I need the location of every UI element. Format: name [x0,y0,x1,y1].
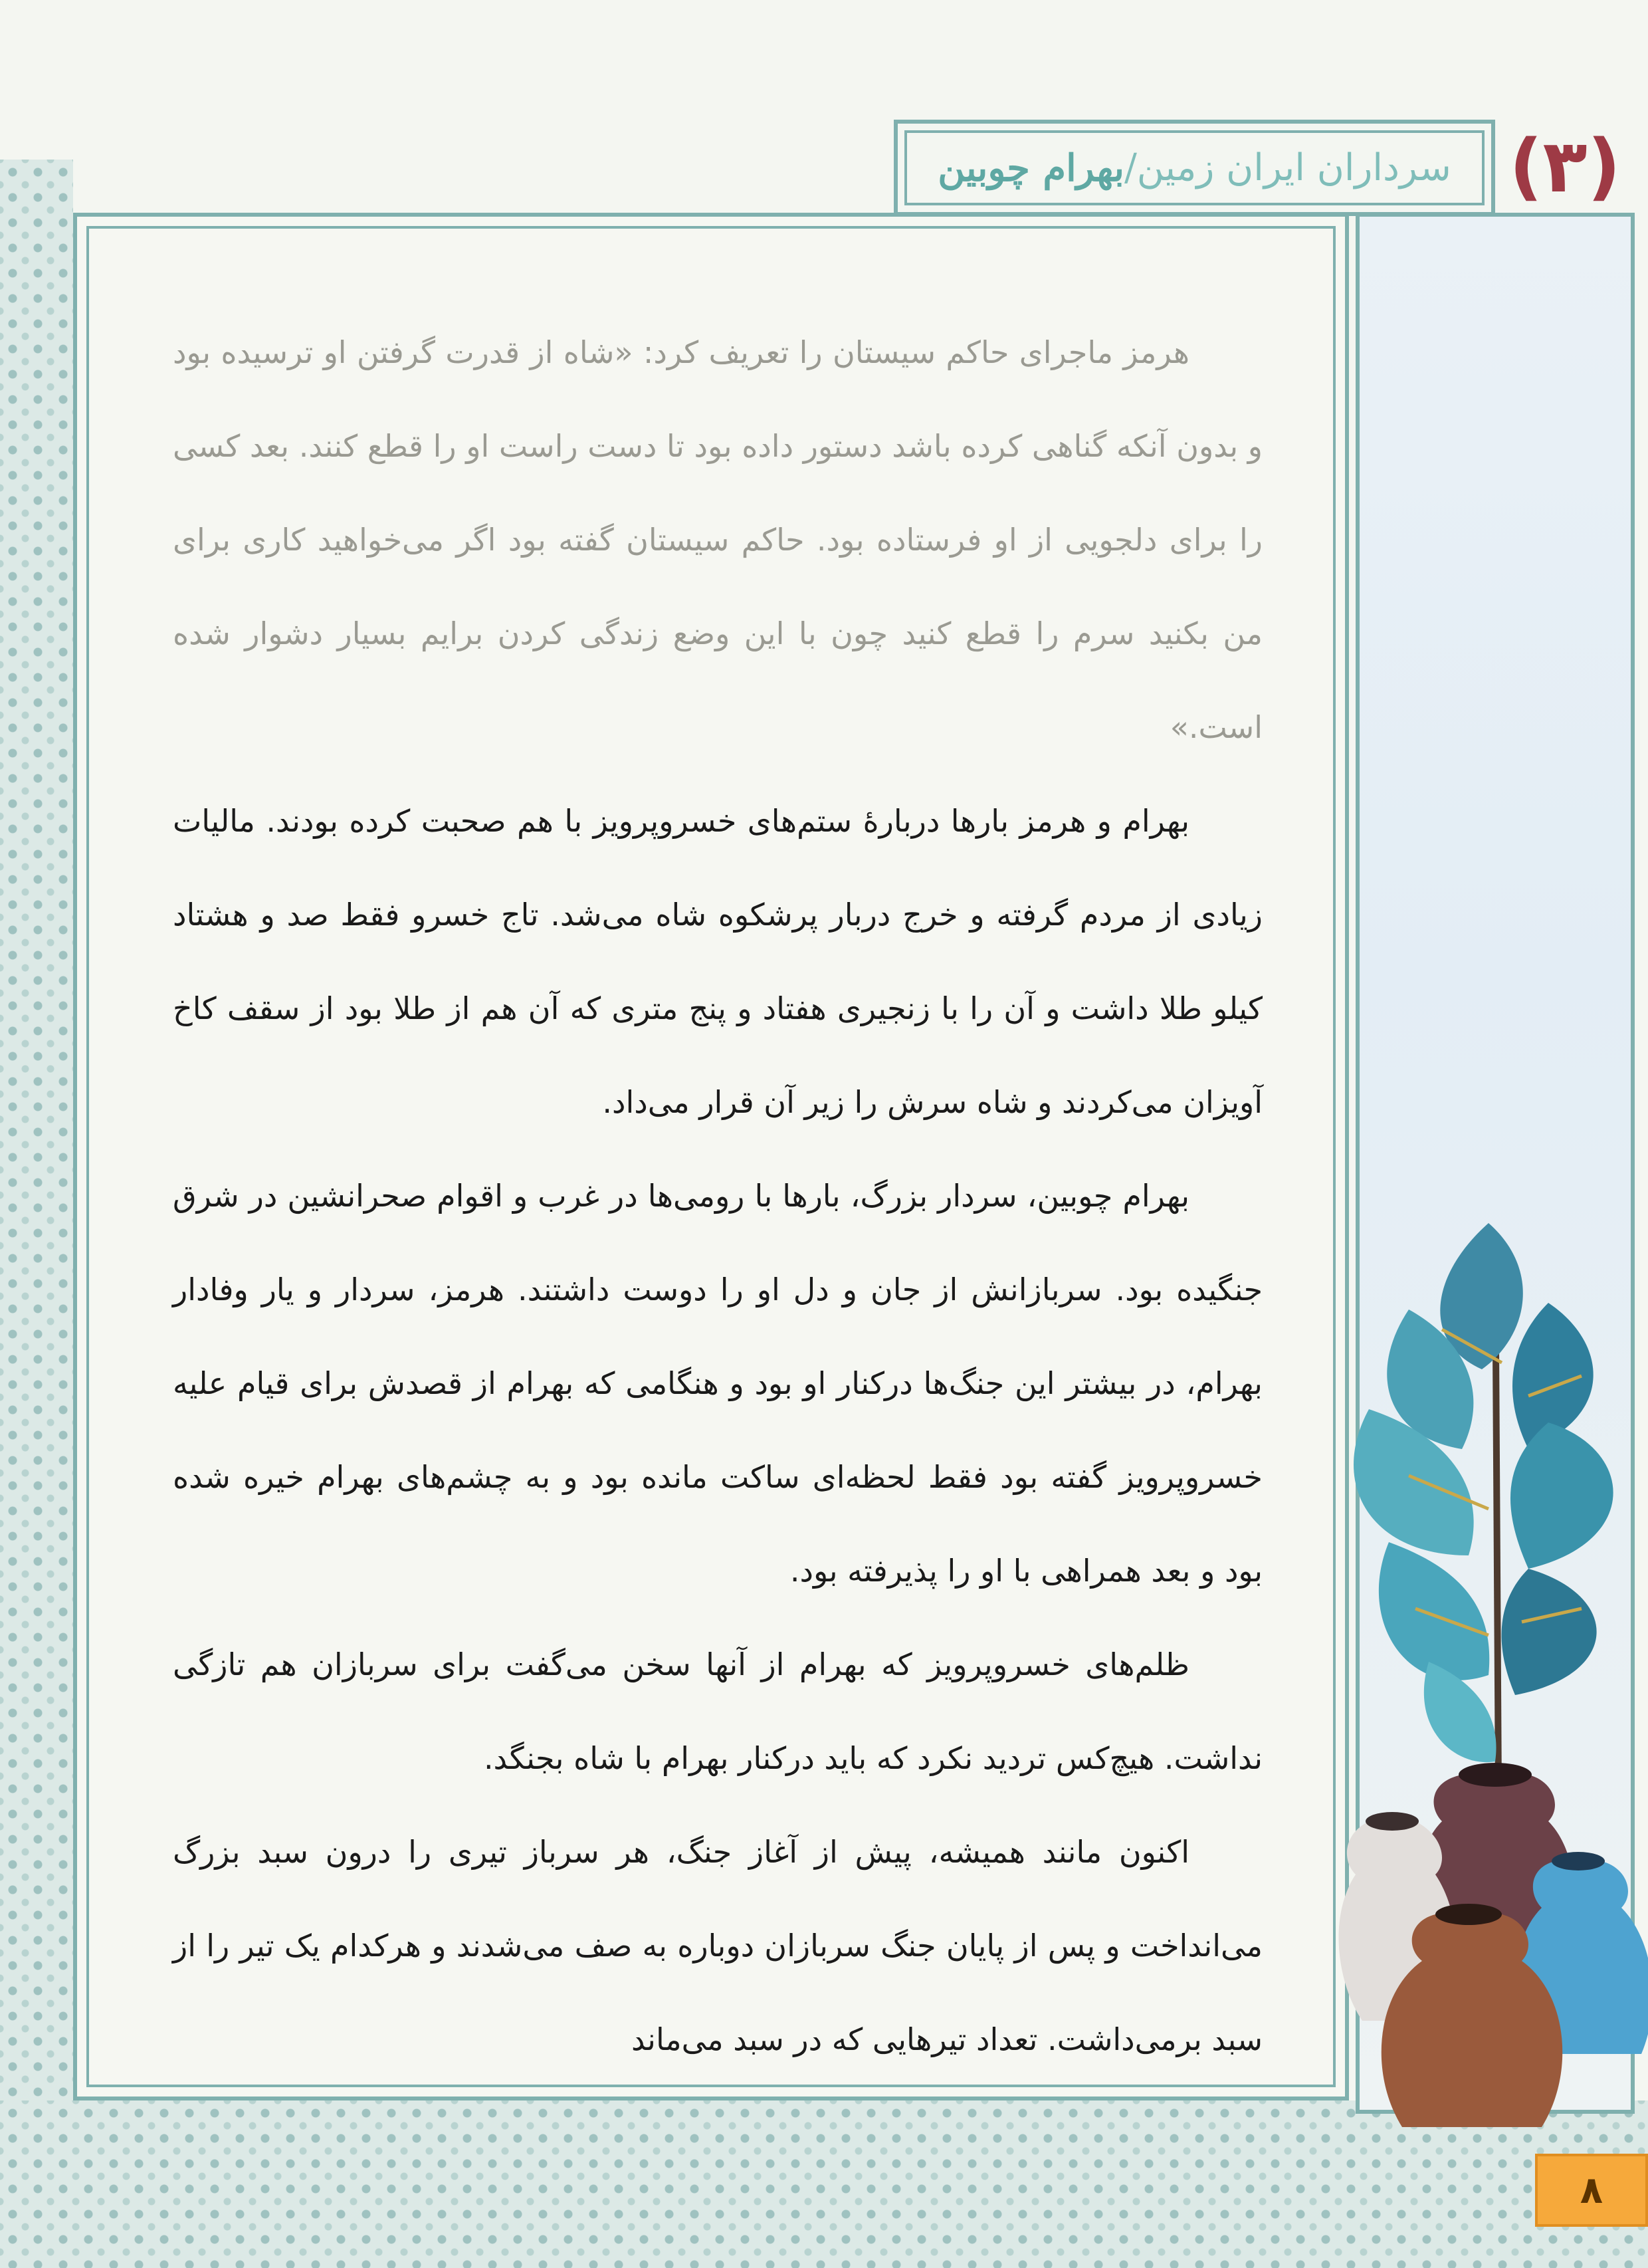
tree-and-jars-illustration [1329,1196,1648,2140]
body-text [173,306,1263,2087]
page-number: ۸ [1535,2154,1648,2227]
paragraph: بهرام چوبین، سردار بزرگ، بارها با رومی‌ها در غرب و اقوام صحرانشین در شرق جنگیده بود. سربازانش از جان و دل او را دوست داشتند. هرمز، سردار و یار وفادار بهرام، در بیشتر این جنگ‌ها درکنار او بود و هنگامی که بهرام از قصدش برای قیام علیه خسروپرویز گفته بود فقط لحظه‌ای ساکت مانده بود و به چشم‌های بهرام خیره شده بود و بعد همراهی با او را پذیرفته بود. [173,1178,1263,1589]
jars-icon [1339,1763,1648,2127]
chapter-number: (۳) [1509,124,1621,209]
tree-icon [1354,1223,1613,1795]
paragraph: اکنون مانند همیشه، پیش از آغاز جنگ، هر سرباز تیری را درون سبد بزرگ می‌انداخت و پس از پایان جنگ سربازان دوباره به صف می‌شدند و هرکدام یک تیر را از سبد برمی‌داشت. تعداد تیرهایی که در سبد می‌ماند [173,1834,1263,2057]
running-header [894,120,1495,216]
paragraph: هرمز ماجرای حاکم سیستان را تعریف کرد: «شاه از قدرت گرفتن او ترسیده بود و بدون آنکه گناهی کرده باشد دستور داده بود تا دست راست او را قطع کنند. بعد کسی را برای دلجویی از او فرستاده بود. حاکم سیستان گفته بود اگر می‌خواهید کاری برای من بکنید سرم را قطع کنید چون با این وضع زندگی کردن برایم بسیار دشوار شده است.» [173,334,1263,745]
book-title: بهرام چوبین [938,146,1124,190]
series-title: سرداران ایران زمین/ [1124,146,1451,189]
decorative-pattern-left [0,160,73,2160]
paragraph: بهرام و هرمز بارها دربارهٔ ستم‌های خسروپرویز با هم صحبت کرده بودند. مالیات زیادی از مردم گرفته و خرج دربار پرشکوه شاه می‌شد. تاج خسرو فقط صد و هشتاد کیلو طلا داشت و آن را با زنجیری هفتاد و پنج متری که آن هم از طلا بود از سقف کاخ آویزان می‌کردند و شاه سرش را زیر آن قرار می‌داد. [173,803,1263,1120]
paragraph: ظلم‌های خسروپرویز که بهرام از آنها سخن می‌گفت برای سربازان هم تازگی نداشت. هیچ‌کس تردید نکرد که باید درکنار بهرام با شاه بجنگد. [173,1646,1263,1776]
